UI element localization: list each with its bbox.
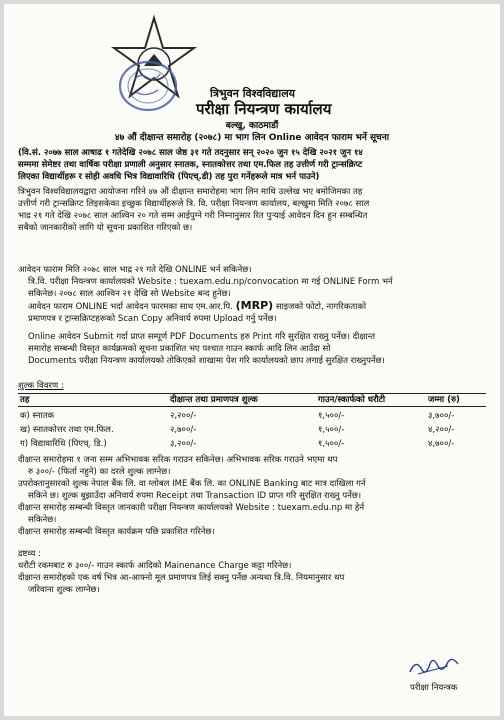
fee-cell: २,७००/- xyxy=(170,425,197,435)
mrp-text-a: आवेदन फाराम ONLINE भर्दा आवेदन फारमका साथ एम.आर.पि. xyxy=(28,302,233,312)
office-name: परीक्षा नियन्त्रण कार्यालय xyxy=(196,100,332,118)
fee-cell: ४,२००/- xyxy=(428,425,455,435)
submit-line: समारोह सम्बन्धी विस्तृत कार्यक्रमको सूचना प्रकाशित भए पश्चात गाउन स्कार्फ आदि लिन आउँदा सो xyxy=(28,344,331,354)
fee-cell: ख) स्नातकोत्तर तथा एम.फिल. xyxy=(20,425,114,435)
fee-cell: ग) विद्यावारिधि (पिएच्. डि.) xyxy=(20,439,107,449)
note-line: धरौटी रकमबाट रु ३००/- गाउन स्कार्फ आदिको Mainenance Charge कट्टा गरिनेछ। xyxy=(18,561,292,571)
university-name: त्रिभुवन विश्वविद्यालय xyxy=(210,87,296,100)
fee-cell: २,२००/- xyxy=(170,411,197,421)
intro-line: उत्तीर्ण गरी ट्रान्सक्रिप्ट लिइसकेका इच्छुक विद्यार्थीहरूले त्रि. वि. परीक्षा नियन्त्रण कार्यालय, बल्खुमा मिति २०७८ साल xyxy=(18,199,370,209)
mrp-line-2: प्रमाणपत्र र ट्रान्सक्रिप्टहरूको Scan Copy अनिवार्य रुपमा Upload गर्नु पर्नेछ। xyxy=(28,314,277,324)
fee-note-line: दीक्षान्त समारोह सम्बन्धी विस्तृत कार्यक्रम पछि प्रकाशित गरिनेछ। xyxy=(18,527,215,537)
eligibility-line: लिएका विद्यार्थीहरू र सोही अवधि भित्र विद्यावारिधि (पिएच्.डी) तह पुरा गर्नेहरूले मात्र भर्न पाउने) xyxy=(18,172,320,182)
website-line: सकिनेछ। २०७८ साल आश्विन २१ देखि सो Website बन्द हुनेछ। xyxy=(28,289,231,299)
note-line: दीक्षान्त समारोहको एक वर्ष भित्र आ-आफ्नो मूल प्रमाणपत्र लिई सक्नु पर्नेछ अन्यथा त्रि.वि. नियमानुसार थप xyxy=(18,573,345,583)
intro-paragraph xyxy=(18,186,488,234)
fee-heading: शुल्क विवरण : xyxy=(18,381,64,391)
intro-line: भाद्र २१ गते देखि २०७८ साल आश्विन २० गते सम्म आईपुग्ने गरी निम्नानुसार रित पुऱ्याई आवेदन दिन हुन सम्बन्धित xyxy=(18,211,368,221)
fee-table-header-rule xyxy=(18,406,486,407)
fee-cell: ३,७००/- xyxy=(428,411,455,421)
intro-line: सबैको जानकारीको लागि यो सूचना प्रकाशित गरिएको छ। xyxy=(18,223,193,233)
tu-logo-stamp xyxy=(108,14,200,118)
office-location: बल्खु, काठमाडौं xyxy=(225,121,279,131)
eligibility-line: (वि.सं. २०७७ साल आषाढ १ गतेदेखि २०७८ साल जेष्ठ ३१ गते तदनुसार सन् २०२० जुन १५ देखि २०२१ जुन १४ xyxy=(18,148,363,158)
table-row xyxy=(18,424,488,436)
eligibility-paragraph xyxy=(18,147,488,183)
steps-section xyxy=(18,264,488,367)
fee-note-line: रु ३००/- (फिर्ता नहुने) का दरले शुल्क लाग्नेछ। xyxy=(28,467,171,477)
signatory-title: परीक्षा नियन्त्रक xyxy=(410,683,458,693)
notice-title: ४७ औं दीक्षान्त समारोह (२०७८) मा भाग लिन Online आवेदन फाराम भर्ने सूचना xyxy=(114,133,390,143)
fee-table-header xyxy=(18,394,488,406)
eligibility-line: सम्ममा सेमेष्टर तथा वार्षिक परीक्षा प्रणाली अनुसार स्नातक, स्नातकोत्तर तथा एम.फिल तह उत्तीर्ण गरी ट्रान्सक्रिप्ट xyxy=(18,160,363,170)
fee-note-line: उपरोक्तानुसारको शुल्क नेपाल बैंक लि. वा ग्लोबल IME बैंक लि. का ONLINE Banking बाट मात्र दाखिला गर्न xyxy=(18,479,366,489)
signature-mark xyxy=(404,654,464,678)
fee-cell: १,५००/- xyxy=(318,411,345,421)
fee-note-line: सकिनेछ। xyxy=(28,515,57,525)
note-line: जरिवाना शुल्क लाग्नेछ। xyxy=(28,585,100,595)
intro-line: त्रिभुवन विश्वविद्यालयद्वारा आयोजना गरिने ४७ औं दीक्षान्त समारोहमा भाग लिन माथि उल्लेख भए बमोजिमका तह xyxy=(18,187,363,197)
notes-section xyxy=(18,548,488,596)
fee-note-line: दीक्षान्त समारोह सम्बन्धी विस्तृत जानकारी परीक्षा नियन्त्रण कार्यालयको Website : tuexam.edu.np मा हेर्न xyxy=(18,503,365,513)
website-line: त्रि.वि. परीक्षा नियन्त्रण कार्यालयको Website : tuexam.edu.np/convocation मा गई ONLINE Form भर्न xyxy=(28,277,393,287)
submit-line: Online आवेदन Submit गर्दा प्राप्त सम्पूर्ण PDF Documents हरु Print गरि सुरक्षित राख्नु पर्नेछ। दीक्षान्त xyxy=(28,332,376,342)
fee-col-certificate: दीक्षान्त तथा प्रमाणपत्र शुल्क xyxy=(170,395,258,405)
fee-cell: क) स्नातक xyxy=(20,411,55,421)
fee-cell: १,५००/- xyxy=(318,425,345,435)
opening-line: आवेदन फाराम मिति २०७८ साल भाद्र २१ गते देखि ONLINE भर्न सकिनेछ। xyxy=(18,265,252,275)
fee-cell: १,५००/- xyxy=(318,439,345,449)
mrp-line xyxy=(18,300,488,313)
notes-heading: द्रष्टव्य : xyxy=(18,549,41,559)
table-row xyxy=(18,410,488,422)
table-row xyxy=(18,438,488,450)
fee-note-line: सकिने छ। शुल्क बुझाउँदा अनिवार्य रुपमा Receipt तथा Transaction ID प्राप्त गरि सुरक्षित राख्नु पर्नेछ। xyxy=(28,491,362,501)
fee-cell: ४,७००/- xyxy=(428,439,455,449)
submit-line: Documents परीक्षा नियन्त्रण कार्यालयको तोकिएको शाखामा पेश गरि कार्यालयको छाप लगाई सुरक्षित राख्नुपर्नेछ। xyxy=(28,356,385,366)
fee-note-line: दीक्षान्त समारोहमा १ जना सम्म अभिभावक सरिक गराउन सकिनेछ। अभिभावक सरिक गराउने भएमा थप xyxy=(18,455,338,465)
fee-col-level: तह xyxy=(20,395,30,405)
fee-col-total: जम्मा (रु) xyxy=(428,395,460,405)
fee-col-deposit: गाउन/स्कार्फको धरौटी xyxy=(318,395,386,405)
mrp-text-b: साइजको फोटो, नागरिकताको xyxy=(275,302,367,312)
fee-notes xyxy=(18,454,488,538)
mrp-tag: (MRP) xyxy=(235,299,274,312)
fee-cell: ३,२००/- xyxy=(170,439,197,449)
